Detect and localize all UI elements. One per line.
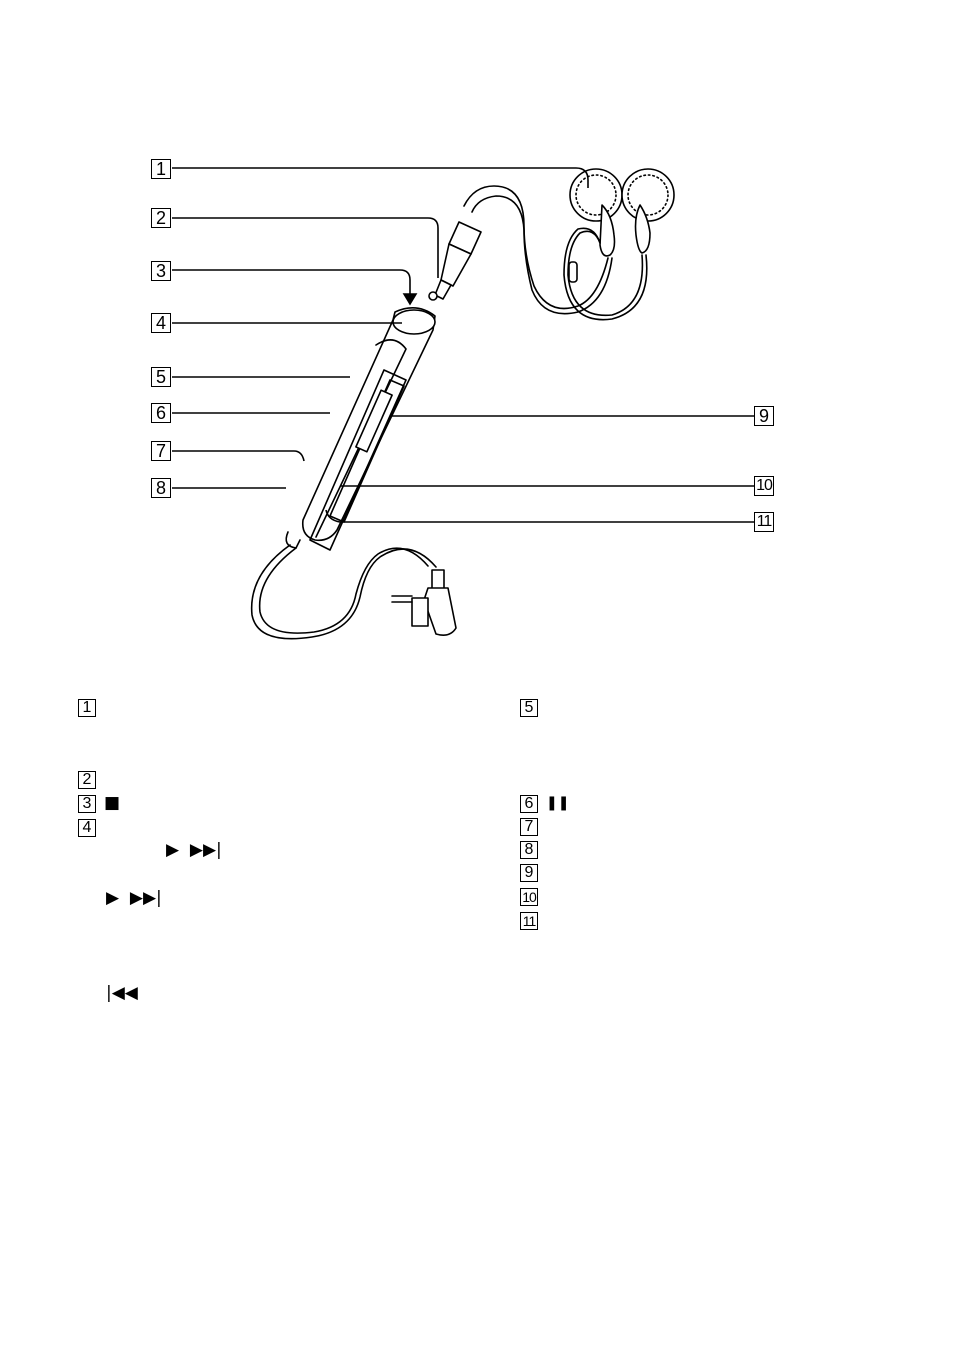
leader-line-2 xyxy=(172,218,438,278)
leader-line-3 xyxy=(172,270,410,300)
legend-num-6: 6 xyxy=(520,795,538,813)
legend-num-11: 11 xyxy=(520,912,538,930)
callout-5: 5 xyxy=(151,367,171,387)
callout-7: 7 xyxy=(151,441,171,461)
stop-icon: ■ xyxy=(104,793,121,813)
callout-11: 11 xyxy=(754,512,774,532)
leader-line-11 xyxy=(326,510,754,522)
remote-control-illustration xyxy=(286,308,435,550)
previous-icon: |◀◀ xyxy=(106,983,138,1003)
leader-line-3-arrow xyxy=(404,294,416,304)
play-next-icon: ▶ ▶▶| xyxy=(166,840,222,860)
legend-num-3: 3 xyxy=(78,795,96,813)
callout-4: 4 xyxy=(151,313,171,333)
play-next-icon-2: ▶ ▶▶| xyxy=(106,888,162,908)
legend-num-2: 2 xyxy=(78,771,96,789)
legend-num-10: 10 xyxy=(520,888,538,906)
legend-num-8: 8 xyxy=(520,841,538,859)
headphone-plug-illustration xyxy=(429,222,481,300)
callout-3: 3 xyxy=(151,261,171,281)
callout-8: 8 xyxy=(151,478,171,498)
callout-10: 10 xyxy=(754,476,774,496)
callout-2: 2 xyxy=(151,208,171,228)
legend-num-7: 7 xyxy=(520,818,538,836)
remote-cord-illustration xyxy=(252,545,456,639)
legend-num-4: 4 xyxy=(78,819,96,837)
legend-num-5: 5 xyxy=(520,699,538,717)
leader-line-7 xyxy=(172,451,304,461)
legend-num-1: 1 xyxy=(78,699,96,717)
earbuds-illustration xyxy=(464,169,674,320)
callout-6: 6 xyxy=(151,403,171,423)
leader-line-1 xyxy=(172,168,588,188)
legend-num-9: 9 xyxy=(520,864,538,882)
callout-1: 1 xyxy=(151,159,171,179)
pause-icon: ❚❚ xyxy=(546,795,570,811)
callout-9: 9 xyxy=(754,406,774,426)
